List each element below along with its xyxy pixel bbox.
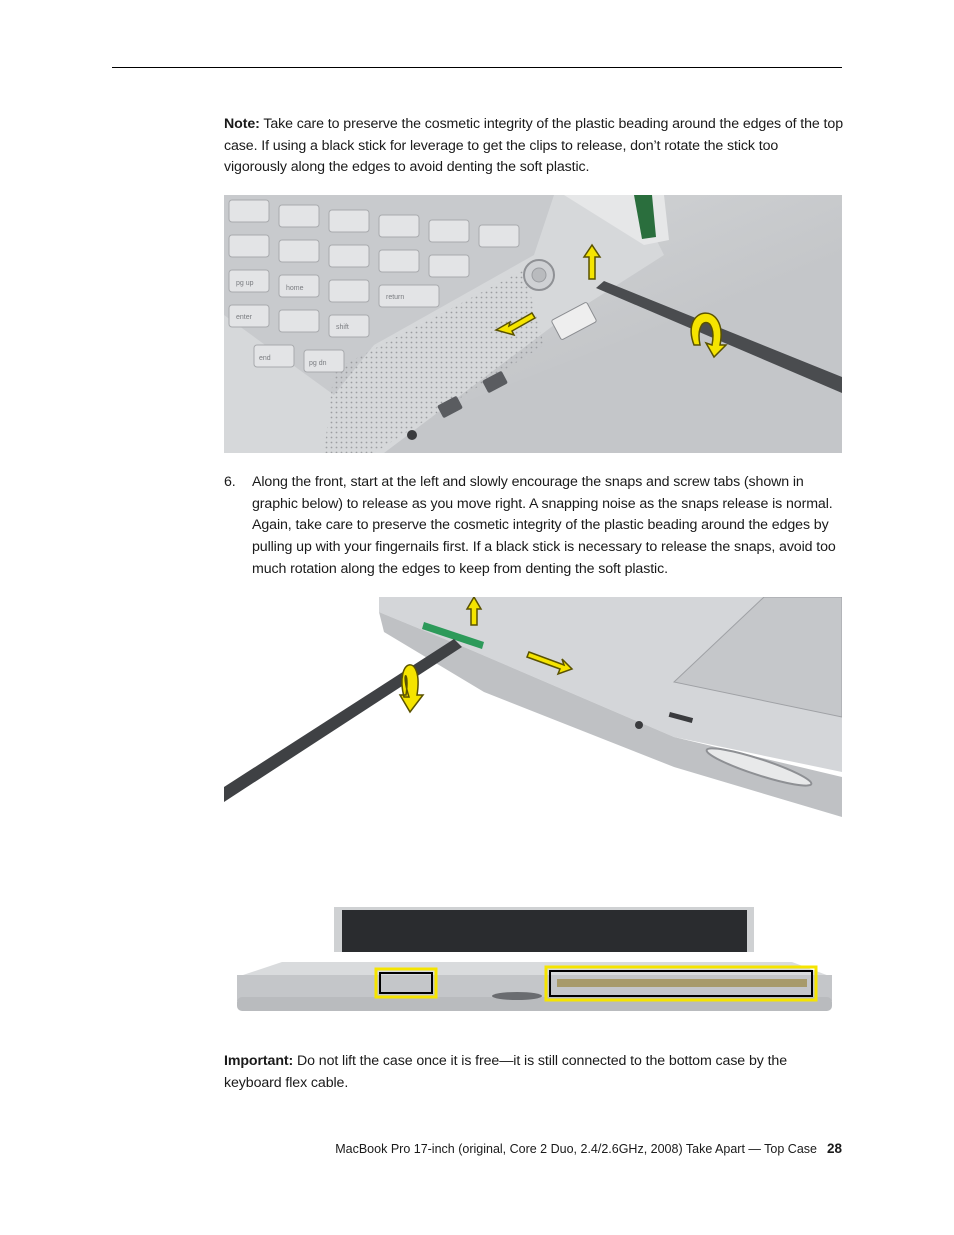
important-text: Do not lift the case once it is free—it is still connected to the bottom case by the keyboard flex cable. [224, 1053, 787, 1091]
photo-side-ports [224, 195, 842, 453]
key-label-enter: enter [236, 314, 252, 321]
page-number: 28 [826, 1141, 842, 1156]
note-label: Note: [224, 116, 260, 132]
key-label-home: home [286, 285, 304, 292]
photo-front-view [232, 907, 840, 1017]
key-label-return: return [386, 294, 405, 301]
footer-title: MacBook Pro 17-inch (original, Core 2 Duo, 2.4/2.6GHz, 2008) Take Apart — Top Case [335, 1142, 817, 1156]
note-paragraph [224, 114, 844, 179]
page-footer [335, 1141, 842, 1156]
header-rule [112, 67, 842, 68]
photo-front-edge [224, 597, 842, 817]
step-number: 6. [224, 474, 236, 490]
key-label-pg-dn: pg dn [309, 360, 327, 367]
key-label-end: end [259, 355, 271, 362]
key-label-shift: shift [336, 324, 349, 331]
important-paragraph [224, 1051, 844, 1094]
step-text: Along the front, start at the left and slowly encourage the snaps and screw tabs (shown in graphic below) to release as you move right. A snapping noise as the snaps release is normal. Again, take care to preserve the cosmetic integrity of the plastic beading around the edges by pulling up with your fingernails first. If a black stick is necessary to release the snaps, avoid too much rotation along the edges to keep from denting the soft plastic. [252, 474, 836, 577]
key-label-pg-up: pg up [236, 280, 254, 287]
note-text: Take care to preserve the cosmetic integrity of the plastic beading around the edges of the top case. If using a black stick for leverage to get the clips to release, don’t rotate the stick too vigorously along the edges to avoid denting the soft plastic. [224, 116, 843, 176]
important-label: Important: [224, 1053, 294, 1069]
